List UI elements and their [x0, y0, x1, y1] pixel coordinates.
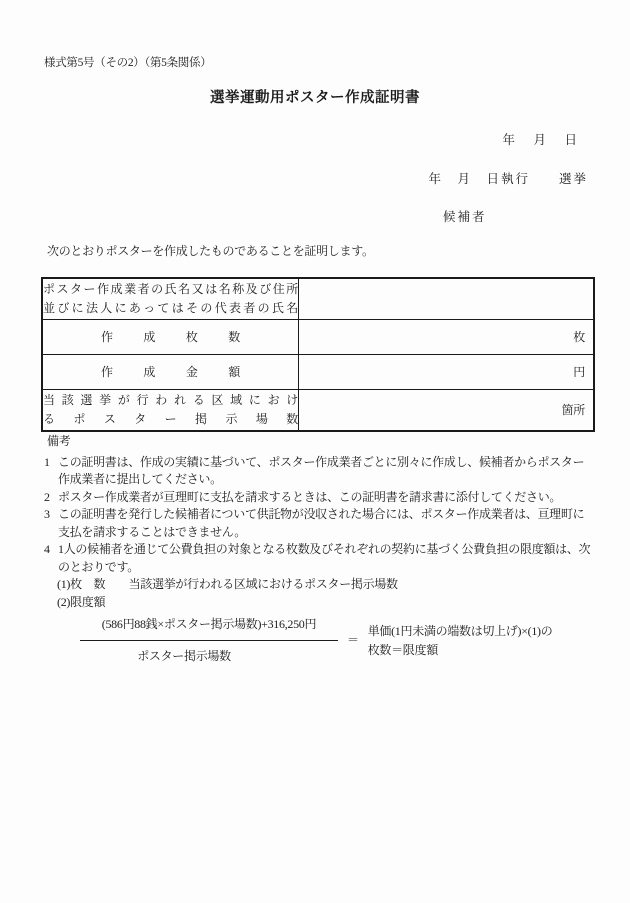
formula-result-line2: 枚数＝限度額 — [367, 642, 438, 657]
table-row-amount — [42, 354, 594, 389]
remark-text: ポスター作成業者が亘理町に支払を請求するときは、この証明書を請求書に添付してください。 — [58, 489, 562, 504]
maker-name-label-line1: ポスター作成業者の氏名又は名称及び住所 — [43, 281, 298, 296]
page-title: 選挙運動用ポスター作成証明書 — [210, 90, 420, 106]
form-number: 様式第5号（その2）（第5条関係） — [44, 57, 212, 69]
table-row-poster-sites — [42, 389, 594, 431]
formula-fraction — [80, 616, 338, 665]
poster-sites-label-line2: るポスター掲示場数 — [43, 411, 298, 426]
remark-number: 2 — [44, 489, 50, 504]
remark-number: 4 — [44, 542, 50, 556]
formula-numerator: (586円88銭×ポスター掲示場数)+316,250円 — [101, 617, 317, 631]
table-row-maker-name — [42, 278, 594, 319]
amount-value-field[interactable]: 円 — [299, 354, 595, 389]
remark-item-1 — [44, 454, 591, 489]
remark-text: 1人の候補者を通じて公費負担の対象となる枚数及びそれぞれの契約に基づく公費負担の限度額は、次のとおりです。 — [58, 542, 591, 574]
intro-statement: 次のとおりポスターを作成したものであることを証明します。 — [47, 244, 374, 258]
certificate-table — [41, 277, 595, 432]
poster-sites-label-cell — [42, 389, 299, 431]
formula-equals-sign: ＝ — [347, 632, 359, 647]
formula-result-line1: 単価(1円未満の端数は切上げ)×(1)の — [367, 624, 553, 638]
poster-sites-label-line1: 当該選挙が行われる区域におけ — [43, 392, 298, 407]
remark-number: 1 — [44, 454, 50, 469]
formula-denominator: ポスター掲示場数 — [80, 640, 338, 665]
remark-subitem-1: (1)枚 数 当該選挙が行われる区域におけるポスター掲示場数 — [57, 577, 398, 591]
remark-text: この証明書は、作成の実績に基づいて、ポスター作成業者ごとに別々に作成し、候補者からポスター作成業者に提出してください。 — [58, 454, 585, 486]
sheets-made-label-cell — [42, 319, 299, 354]
maker-name-label-line2: 並びに法人にあってはその代表者の氏名 — [43, 300, 298, 315]
formula-result — [368, 622, 553, 659]
maker-name-value-field[interactable] — [299, 278, 595, 319]
remarks-heading: 備考 — [47, 434, 71, 448]
remark-item-2 — [44, 489, 591, 507]
sheets-made-value-field[interactable]: 枚 — [299, 319, 595, 354]
amount-label-cell — [42, 354, 299, 389]
remarks-section — [44, 433, 591, 665]
table-row-sheets-made — [42, 319, 594, 354]
issue-date-line: 年 月 日 — [502, 133, 580, 147]
sheets-made-label: 作成枚数 — [101, 330, 240, 344]
limit-formula — [80, 616, 591, 665]
remark-item-4 — [44, 541, 591, 576]
remark-item-3 — [44, 506, 591, 541]
election-date-line: 年 月 日執行 選挙 — [428, 172, 588, 186]
remark-text: この証明書を発行した候補者について供託物が没収された場合には、ポスター作成業者は、亘理町に支払を請求することはできません。 — [58, 507, 585, 539]
poster-sites-value-field[interactable]: 箇所 — [299, 389, 595, 431]
remark-number: 3 — [44, 507, 50, 521]
maker-name-label-cell — [42, 278, 299, 319]
amount-label: 作成金額 — [101, 365, 240, 379]
remark-subitem-2: (2)限度額 — [57, 594, 106, 609]
candidate-label: 候補者 — [443, 210, 487, 224]
